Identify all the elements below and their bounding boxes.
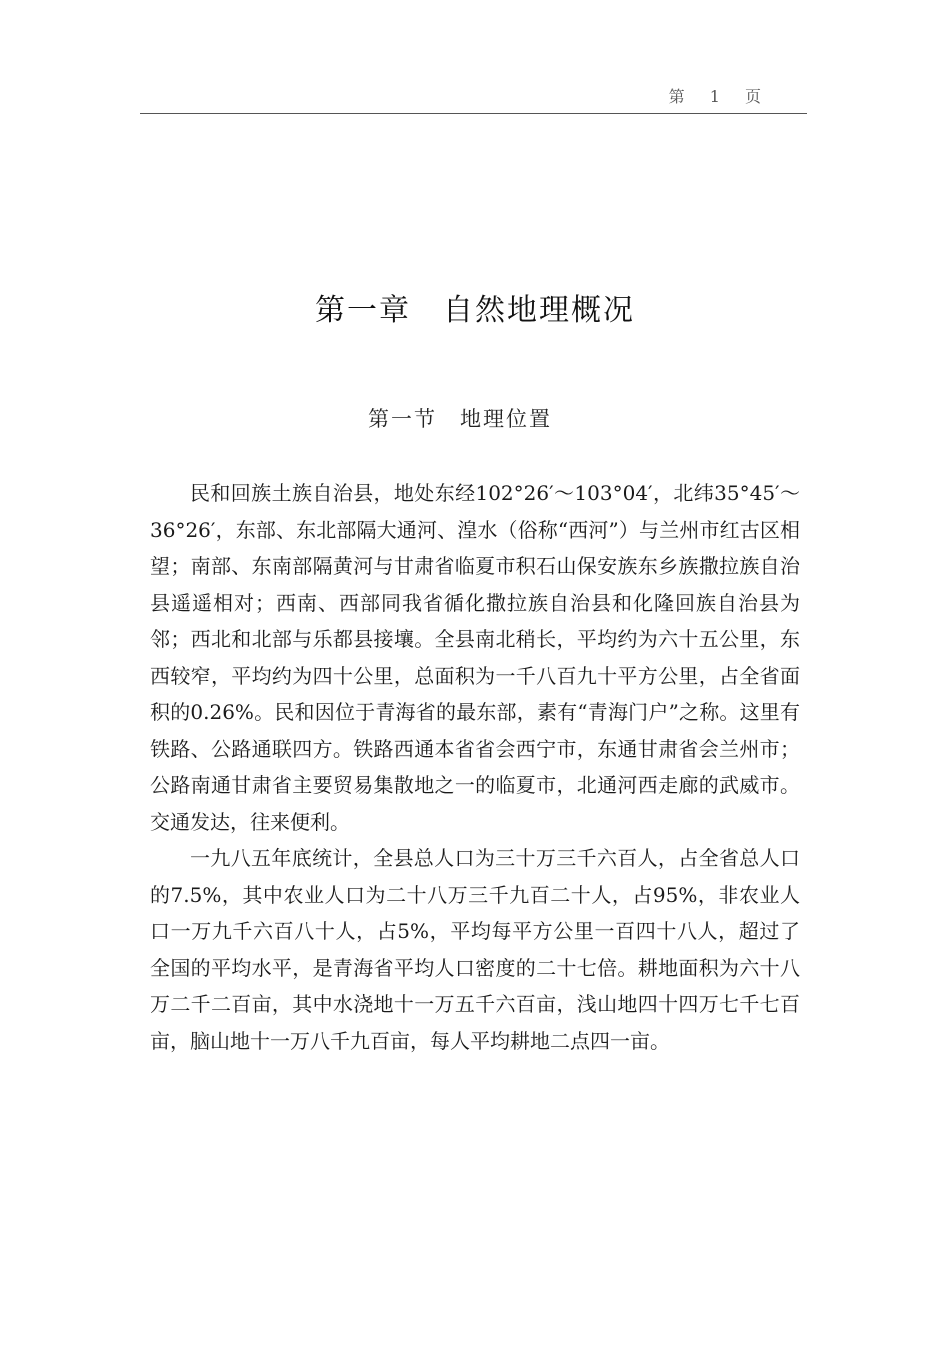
body-text bbox=[150, 475, 800, 1059]
section-title: 第一节 地理位置 bbox=[368, 407, 552, 431]
page-header bbox=[140, 78, 807, 114]
paragraph-population: 一九八五年底统计，全县总人口为三十万三千六百人，占全省总人口的7.5%，其中农业人口为二十八万三千九百二十人，占95%，非农业人口一万九千六百八十人，占5%，平均每平方公里一百四十八人，超过了全国的平均水平，是青海省平均人口密度的二十七倍。耕地面积为六十八万二千二百亩，其中水浇地十一万五千六百亩，浅山地四十四万七千七百亩，脑山地十一万八千九百亩，每人平均耕地二点四一亩。 bbox=[150, 846, 800, 1053]
chapter-title: 第一章 自然地理概况 bbox=[315, 293, 635, 328]
paragraph-location: 民和回族土族自治县，地处东经102°26′～103°04′，北纬35°45′～36°26′，东部、东北部隔大通河、湟水（俗称“西河”）与兰州市红古区相望；南部、东南部隔黄河与甘肃省临夏市积石山保安族东乡族撒拉族自治县遥遥相对；西南、西部同我省循化撒拉族自治县和化隆回族自治县为邻；西北和北部与乐都县接壤。全县南北稍长，平均约为六十五公里，东西较窄，平均约为四十公里，总面积为一千八百九十平方公里，占全省面积的0.26%。民和因位于青海省的最东部，素有“青海门户”之称。这里有铁路、公路通联四方。铁路西通本省省会西宁市，东通甘肃省会兰州市；公路南通甘肃省主要贸易集散地之一的临夏市，北通河西走廊的武威市。交通发达，往来便利。 bbox=[150, 481, 800, 834]
page-number: 第 1 页 bbox=[668, 87, 771, 106]
